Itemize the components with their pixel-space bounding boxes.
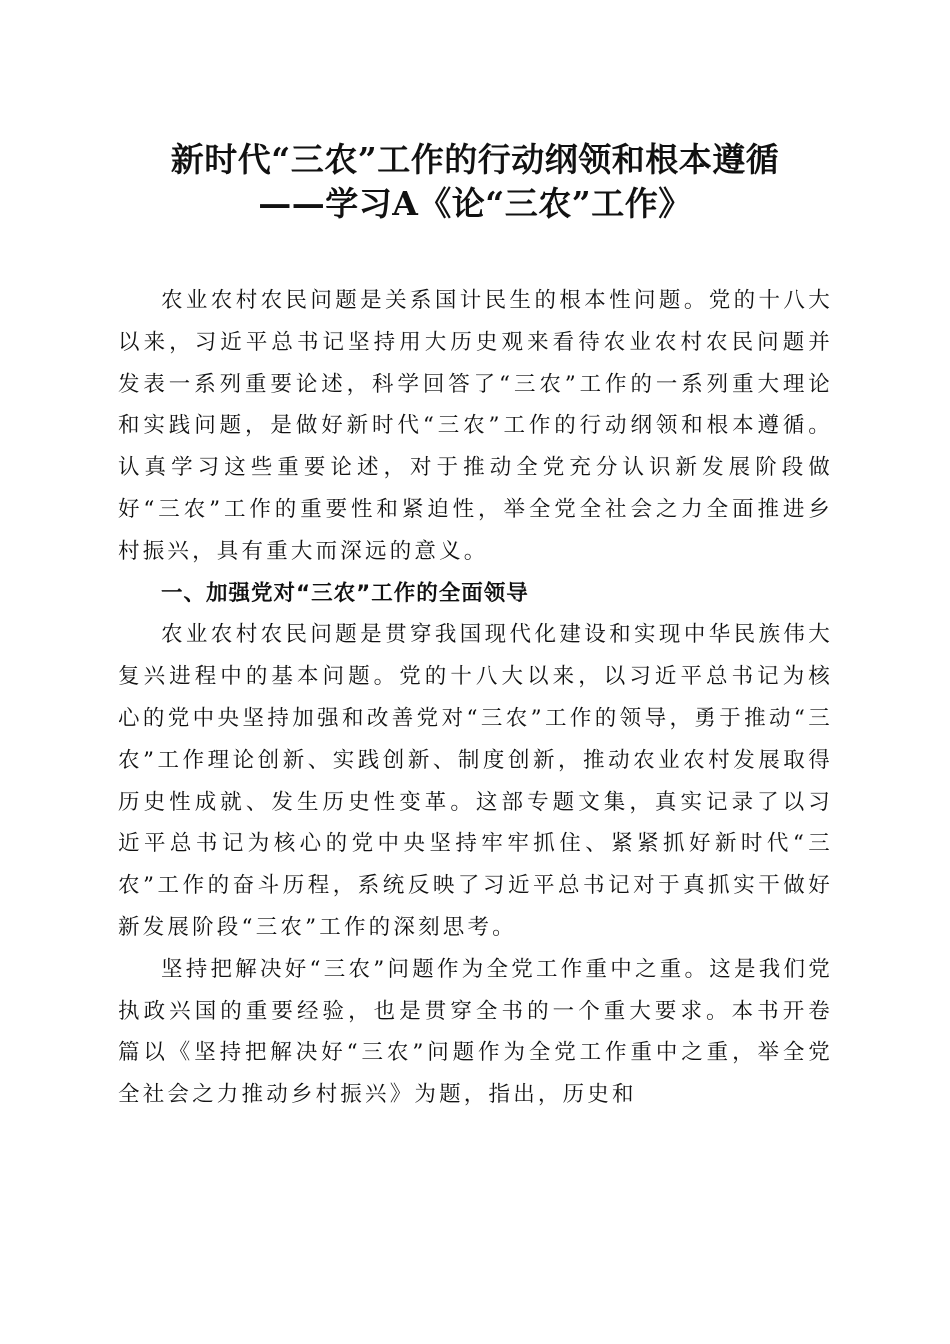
title-subtitle: ——学习A《论“三农”工作》 [258,184,692,223]
title-main: 新时代“三农”工作的行动纲领和根本遵循 [170,140,780,179]
section-heading-1: 一、加强党对“三农”工作的全面领导 [161,580,529,606]
section1-paragraph-2: 坚持把解决好“三农”问题作为全党工作重中之重。这是我们党执政兴国的重要经验，也是贯穿全书的一个重大要求。本书开卷篇以《坚持把解决好“三农”问题作为全党工作重中之重，举全党全社会之力推动乡村振兴》为题，指出，历史和 [118,956,833,1108]
document-title [0,138,950,226]
section1-paragraph-1: 农业农村农民问题是贯穿我国现代化建设和实现中华民族伟大复兴进程中的基本问题。党的十八大以来，以习近平总书记为核心的党中央坚持加强和改善党对“三农”工作的领导，勇于推动“三农”工作理论创新、实践创新、制度创新，推动农业农村发展取得历史性成就、发生历史性变革。这部专题文集，真实记录了以习近平总书记为核心的党中央坚持牢牢抓住、紧紧抓好新时代“三农”工作的奋斗历程，系统反映了习近平总书记对于真抓实干做好新发展阶段“三农”工作的深刻思考。 [118,622,833,940]
intro-paragraph: 农业农村农民问题是关系国计民生的根本性问题。党的十八大以来，习近平总书记坚持用大历史观来看待农业农村农民问题并发表一系列重要论述，科学回答了“三农”工作的一系列重大理论和实践问题，是做好新时代“三农”工作的行动纲领和根本遵循。认真学习这些重要论述，对于推动全党充分认识新发展阶段做好“三农”工作的重要性和紧迫性，举全党全社会之力全面推进乡村振兴，具有重大而深远的意义。 [118,288,833,564]
document-body [118,280,833,1116]
